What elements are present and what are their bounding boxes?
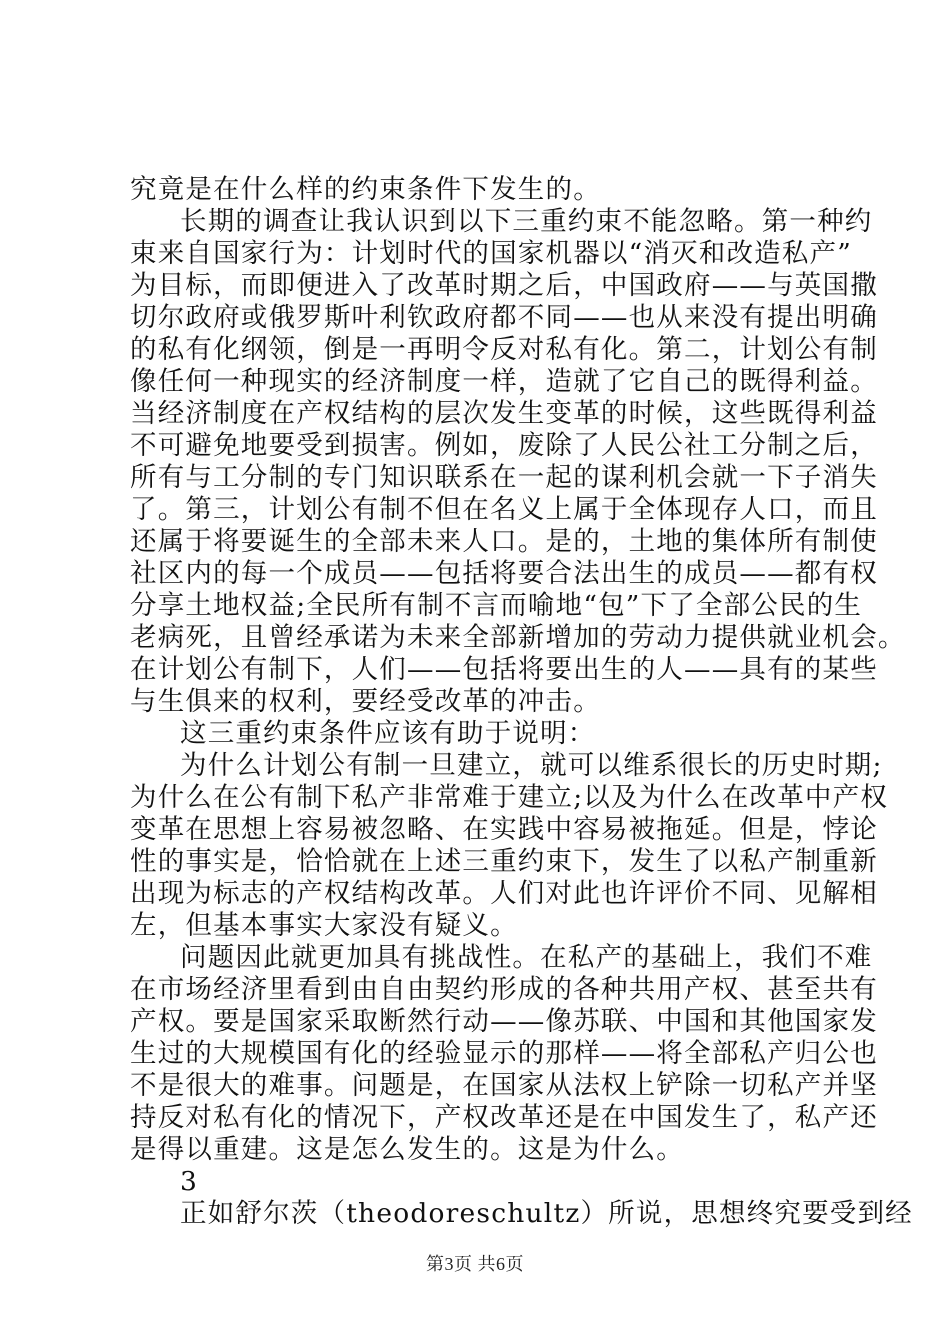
text-line: 为什么在公有制下私产非常难于建立;以及为什么在改革中产权 [130, 782, 889, 813]
text-line: 为什么计划公有制一旦建立，就可以维系很长的历史时期; [180, 750, 883, 781]
text-line: 生过的大规模国有化的经验显示的那样——将全部私产归公也 [130, 1038, 878, 1069]
text-line: 究竟是在什么样的约束条件下发生的。 [130, 174, 601, 205]
text-line: 束来自国家行为：计划时代的国家机器以“消灭和改造私产” [130, 238, 852, 269]
text-line: 分享土地权益;全民所有制不言而喻地“包”下了全部公民的生 [130, 590, 863, 621]
text-line: 所有与工分制的专门知识联系在一起的谋利机会就一下子消失 [130, 462, 878, 493]
text-line: 社区内的每一个成员——包括将要合法出生的成员——都有权 [130, 558, 878, 589]
text-line: 左，但基本事实大家没有疑义。 [130, 910, 518, 941]
text-line: 持反对私有化的情况下，产权改革还是在中国发生了，私产还 [130, 1102, 878, 1133]
text-line: 老病死，且曾经承诺为未来全部新增加的劳动力提供就业机会。 [130, 622, 906, 653]
text-line: 问题因此就更加具有挑战性。在私产的基础上，我们不难 [180, 942, 873, 973]
text-line: 切尔政府或俄罗斯叶利钦政府都不同——也从来没有提出明确 [130, 302, 878, 333]
text-line: 为目标，而即便进入了改革时期之后，中国政府——与英国撒 [130, 270, 878, 301]
text-line: 还属于将要诞生的全部未来人口。是的，土地的集体所有制使 [130, 526, 878, 557]
text-line: 在市场经济里看到由自由契约形成的各种共用产权、甚至共有 [130, 974, 878, 1005]
text-line: 与生俱来的权利，要经受改革的冲击。 [130, 686, 601, 717]
text-line: 出现为标志的产权结构改革。人们对此也许评价不同、见解相 [130, 878, 878, 909]
text-line: 变革在思想上容易被忽略、在实践中容易被拖延。但是，悖论 [130, 814, 878, 845]
text-line: 像任何一种现实的经济制度一样，造就了它自己的既得利益。 [130, 366, 878, 397]
text-line: 了。第三，计划公有制不但在名义上属于全体现存人口，而且 [130, 494, 878, 525]
text-line: 当经济制度在产权结构的层次发生变革的时候，这些既得利益 [130, 398, 878, 429]
text-line: 不是很大的难事。问题是，在国家从法权上铲除一切私产并坚 [130, 1070, 878, 1101]
text-line: 在计划公有制下，人们——包括将要出生的人——具有的某些 [130, 654, 878, 685]
text-line: 是得以重建。这是怎么发生的。这是为什么。 [130, 1134, 684, 1165]
text-line: 正如舒尔茨（theodoreschultz）所说，思想终究要受到经 [180, 1198, 913, 1229]
page-footer: 第3页 共6页 [426, 1254, 524, 1274]
text-line: 性的事实是，恰恰就在上述三重约束下，发生了以私产制重新 [130, 846, 878, 877]
text-line: 长期的调查让我认识到以下三重约束不能忽略。第一种约 [180, 206, 873, 237]
text-line: 不可避免地要受到损害。例如，废除了人民公社工分制之后， [130, 430, 878, 461]
section-number: 3 [180, 1166, 199, 1197]
text-line: 的私有化纲领，倒是一再明令反对私有化。第二，计划公有制 [130, 334, 878, 365]
text-line: 这三重约束条件应该有助于说明： [180, 718, 596, 749]
text-line: 产权。要是国家采取断然行动——像苏联、中国和其他国家发 [130, 1006, 878, 1037]
